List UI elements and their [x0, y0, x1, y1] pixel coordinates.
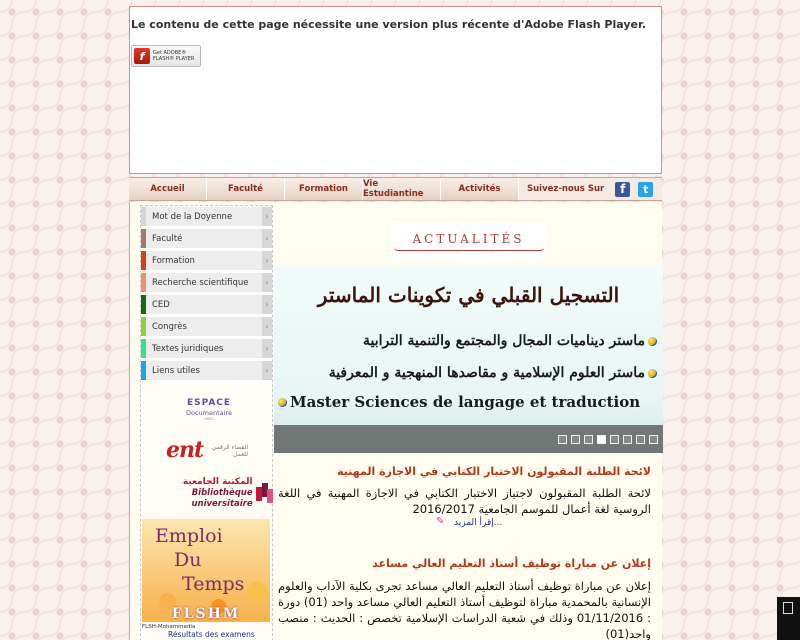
slider-dot-5[interactable]	[610, 435, 619, 444]
espace-logo-subtitle: Documentaire	[186, 409, 232, 417]
emploi-flshm: FLSHM	[171, 606, 241, 622]
bu-arabic: المكتبة الجامعية	[182, 476, 253, 487]
nav-vie-estudiantine[interactable]: Vie Estudiantine	[363, 178, 441, 200]
title-underline	[394, 247, 544, 251]
slider-dot-7[interactable]	[636, 435, 645, 444]
sidebar-item-ced[interactable]	[141, 295, 272, 315]
sidebar-item-label: CED	[152, 299, 170, 310]
sidebar-color-bar	[141, 295, 146, 314]
emploi-line3: Temps	[182, 573, 245, 595]
facebook-icon[interactable]: f	[615, 182, 630, 197]
sidebar-item-recherche[interactable]	[141, 273, 272, 293]
bullet-icon	[278, 398, 287, 407]
slide-line-1-text: ماستر ديناميات المجال والمجتمع والتنمية الترابية	[363, 333, 645, 349]
main-nav	[129, 177, 662, 201]
follow-us	[519, 178, 662, 200]
slider-pagination	[274, 425, 663, 453]
nav-activites[interactable]: Activités	[441, 178, 519, 200]
chevron-right-icon: ›	[262, 207, 272, 226]
follow-label: Suivez-nous Sur	[527, 184, 605, 194]
window-icon	[783, 602, 793, 614]
slider-dot-4[interactable]	[597, 435, 606, 444]
emploi-du-temps-banner[interactable]	[142, 519, 270, 622]
slide-line-3-text: Master Sciences de langage et traduction	[290, 393, 641, 411]
slide-line-2	[329, 365, 657, 381]
news-slider[interactable]	[274, 265, 663, 453]
sidebar-item-label: Textes juridiques	[152, 343, 224, 354]
sidebar-item-label: Mot de la Doyenne	[152, 211, 233, 222]
slide-line-1	[363, 333, 657, 349]
flash-icon: f	[134, 48, 150, 64]
ent-logo-text: ent	[166, 437, 204, 463]
sidebar-item-label: Recherche scientifique	[152, 277, 249, 288]
sidebar-item-formation[interactable]	[141, 251, 272, 271]
twitter-icon[interactable]: t	[638, 182, 653, 197]
espace-documentaire-logo[interactable]	[179, 398, 239, 430]
chevron-right-icon: ›	[262, 361, 272, 380]
slide-line-2-text: ماستر العلوم الإسلامية و مقاصدها المنهجية و المعرفية	[328, 365, 645, 381]
nav-formation[interactable]: Formation	[285, 178, 363, 200]
chevron-right-icon: ›	[262, 317, 272, 336]
flash-message: Le contenu de cette page nécessite une version plus récente d'Adobe Flash Player.	[131, 18, 647, 31]
sidebar-item-label: Congrès	[152, 321, 187, 332]
sidebar-color-bar	[141, 317, 146, 336]
espace-logo-uh2c: UH2C	[204, 417, 214, 421]
slider-dot-8[interactable]	[649, 435, 658, 444]
sidebar-color-bar	[141, 229, 146, 248]
sidebar-color-bar	[141, 207, 146, 226]
slider-dot-2[interactable]	[571, 435, 580, 444]
chevron-right-icon: ›	[262, 295, 272, 314]
emploi-line1: Emploi	[155, 525, 223, 547]
news-2-body: إعلان عن مباراة توظيف أستاذ التعليم العالي مساعد تجرى بكلية الآداب والعلوم الإنسانية بالمحمدية مباراة لتوظيف أستاذ التعليم العالي مساعد واحد (01) دورة : 01/11/2016 وذلك في شعبة الدراسات الإسلامية تخصص : الحديث : منصب واحد(01)	[278, 579, 651, 640]
emploi-line2: Du	[174, 549, 202, 571]
bu-french: Bibliothèque universitaire	[191, 487, 253, 509]
bullet-icon	[648, 369, 657, 378]
slide-line-3	[278, 393, 640, 411]
sidebar-item-label: Faculté	[152, 233, 183, 244]
page-wrapper	[129, 6, 662, 640]
chevron-right-icon: ›	[262, 251, 272, 270]
main-column	[274, 205, 663, 640]
flash-placeholder	[129, 6, 662, 174]
get-flash-line1: Get ADOBE®	[153, 50, 187, 56]
slider-dot-6[interactable]	[623, 435, 632, 444]
slide-title: التسجيل القبلي في تكوينات الماستر	[317, 283, 620, 307]
bibliotheque-universitaire-logo[interactable]	[156, 476, 268, 509]
nav-faculte[interactable]: Faculté	[207, 178, 285, 200]
chevron-right-icon: ›	[262, 229, 272, 248]
books-icon	[256, 483, 268, 503]
get-flash-line2: FLASH® PLAYER	[153, 56, 195, 62]
sidebar-item-label: Formation	[152, 255, 195, 266]
bullet-icon	[648, 337, 657, 346]
chevron-right-icon: ›	[262, 339, 272, 358]
ent-arabic-2: للعمل	[233, 451, 248, 458]
sidebar-item-liens-utiles[interactable]	[141, 361, 272, 381]
chevron-right-icon: ›	[262, 273, 272, 292]
flsh-media-label: FLSH-Mohammedia	[142, 624, 196, 630]
espace-logo-text: ESPACE	[186, 398, 232, 408]
ent-arabic-1: الفضاء الرقمي	[211, 444, 248, 451]
sidebar-item-mot-de-la-doyenne[interactable]	[141, 207, 272, 227]
sidebar-color-bar	[141, 251, 146, 270]
sidebar-color-bar	[141, 339, 146, 358]
left-sidebar	[140, 205, 273, 640]
content-area	[129, 202, 662, 640]
window-control[interactable]	[777, 597, 800, 640]
nav-accueil[interactable]: Accueil	[129, 178, 207, 200]
news-2-title[interactable]: إعلان عن مباراة توظيف أستاذ التعليم العالي مساعد	[372, 557, 651, 570]
slider-dot-1[interactable]	[558, 435, 567, 444]
sidebar-color-bar	[141, 361, 146, 380]
read-more-icon: ✎	[436, 516, 445, 527]
ent-logo[interactable]	[166, 437, 248, 468]
sidebar-color-bar	[141, 273, 146, 292]
actualites-heading	[391, 222, 546, 260]
sidebar-item-label: Liens utiles	[152, 365, 200, 376]
resultats-link[interactable]: Résultats des examens	[168, 630, 255, 639]
sidebar-item-faculte[interactable]	[141, 229, 272, 249]
get-flash-player-button[interactable]	[131, 45, 201, 67]
slider-dot-3[interactable]	[584, 435, 593, 444]
sidebar-item-congres[interactable]	[141, 317, 272, 337]
read-more-link[interactable]: إقرأ المزيد...	[454, 518, 503, 528]
news-1-title[interactable]: لائحة الطلبة المقبولون الاختبار الكتابي في الاجازة المهنية	[337, 465, 651, 478]
news-1-body: لائحة الطلبة المقبولون لاجتياز الاختبار الكتابي في الاجازة المهنية في اللغة الروسية لغة أعمال للموسم الجامعية 2016/2017	[278, 486, 651, 516]
section-title: ACTUALITÉS	[412, 231, 525, 246]
sidebar-item-textes-juridiques[interactable]	[141, 339, 272, 359]
